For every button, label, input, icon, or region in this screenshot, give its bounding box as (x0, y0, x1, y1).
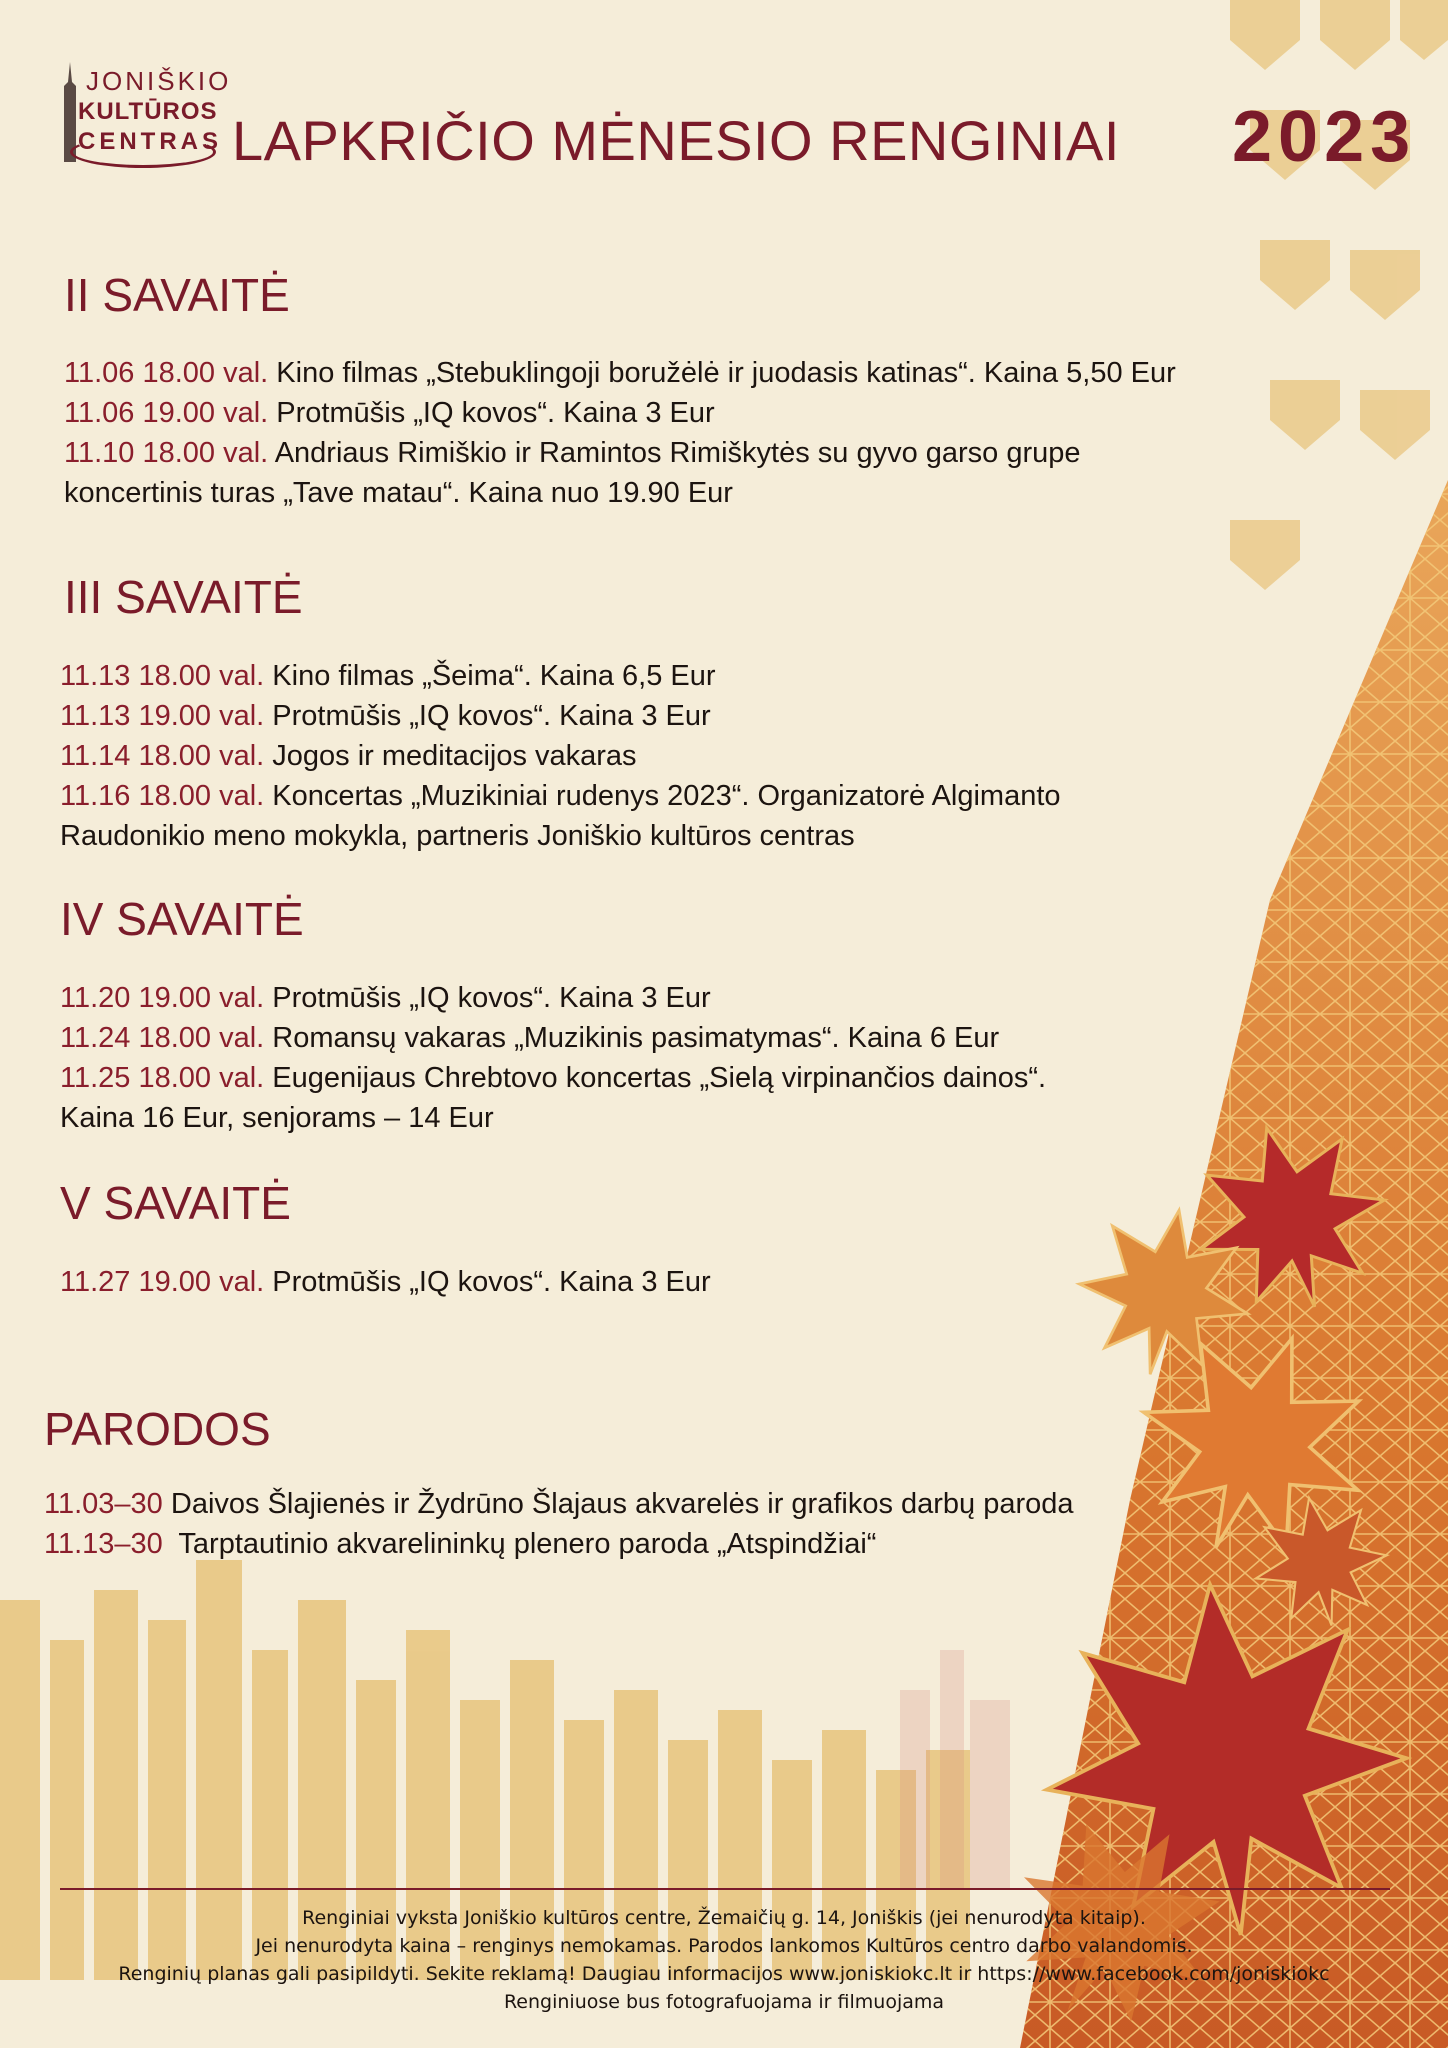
event-text: Jogos ir meditacijos vakaras (272, 740, 637, 772)
event-text: Koncertas „Muzikiniai rudenys 2023“. Organizatorė Algimanto (272, 780, 1061, 812)
event-text: Kaina 16 Eur, senjorams – 14 Eur (60, 1102, 494, 1134)
event-text: koncertinis turas „Tave matau“. Kaina nuo 19.90 Eur (64, 477, 733, 509)
logo-swoosh (70, 136, 216, 168)
exhibition-line (44, 1524, 876, 1564)
logo-line-2: KULTŪROS (78, 98, 218, 125)
event-line (64, 393, 715, 433)
event-line (60, 696, 711, 736)
event-line (60, 776, 1061, 816)
footer-line: Renginių planas gali pasipildyti. Sekite reklamą! Daugiau informacijos www.joniskiokc.lt ir https://www.facebook.com/joniskiokc (118, 1963, 1330, 1985)
week-4-heading: IV SAVAITĖ (60, 893, 304, 945)
event-text: Kino filmas „Stebuklingoji boružėlė ir juodasis katinas“. Kaina 5,50 Eur (276, 357, 1176, 389)
week-3-heading: III SAVAITĖ (64, 571, 303, 623)
event-date: 11.14 18.00 val. (60, 740, 265, 772)
event-text: Eugenijaus Chrebtovo koncertas „Sielą virpinančios dainos“. (272, 1062, 1047, 1094)
event-line (64, 353, 1176, 393)
event-line (60, 1262, 711, 1302)
footer-line: Renginiuose bus fotografuojama ir filmuojama (503, 1991, 945, 2013)
exhibition-date: 11.03–30 (44, 1488, 163, 1520)
cultural-centre-logo (56, 58, 232, 178)
page-title: LAPKRIČIO MĖNESIO RENGINIAI (232, 109, 1120, 172)
event-date: 11.20 19.00 val. (60, 982, 265, 1014)
event-line (60, 1018, 999, 1058)
event-text: Kino filmas „Šeima“. Kaina 6,5 Eur (272, 660, 716, 692)
event-date: 11.24 18.00 val. (60, 1022, 265, 1054)
event-line (60, 736, 637, 776)
exhibition-text: Tarptautinio akvarelininkų plenero paroda „Atspindžiai“ (178, 1528, 877, 1560)
event-line-continued (64, 473, 733, 513)
week-2-heading: II SAVAITĖ (64, 269, 290, 321)
event-text: Raudonikio meno mokykla, partneris Joniškio kultūros centras (60, 820, 855, 852)
event-line (60, 978, 711, 1018)
event-date: 11.16 18.00 val. (60, 780, 265, 812)
event-date: 11.27 19.00 val. (60, 1266, 265, 1298)
event-line-continued (60, 1098, 494, 1138)
event-text: Protmūšis „IQ kovos“. Kaina 3 Eur (272, 700, 711, 732)
event-date: 11.10 18.00 val. (64, 437, 269, 469)
event-date: 11.06 18.00 val. (64, 357, 269, 389)
exhibitions-heading: PARODOS (44, 1403, 271, 1455)
event-line (64, 433, 1081, 473)
exhibition-date: 11.13–30 (44, 1528, 163, 1560)
event-line (60, 1058, 1046, 1098)
event-text: Andriaus Rimiškio ir Ramintos Rimiškytės su gyvo garso grupe (274, 437, 1081, 469)
event-text: Protmūšis „IQ kovos“. Kaina 3 Eur (272, 1266, 711, 1298)
event-date: 11.06 19.00 val. (64, 397, 269, 429)
event-date: 11.13 18.00 val. (60, 660, 265, 692)
event-line-continued (60, 816, 855, 856)
week-5-heading: V SAVAITĖ (60, 1177, 291, 1229)
exhibition-text: Daivos Šlajienės ir Žydrūno Šlajaus akvarelės ir grafikos darbų paroda (170, 1488, 1074, 1520)
event-line (60, 656, 716, 696)
year-label: 2023 (1232, 97, 1417, 177)
event-date: 11.25 18.00 val. (60, 1062, 265, 1094)
logo-line-1: JONIŠKIO (86, 66, 232, 96)
event-date: 11.13 19.00 val. (60, 700, 265, 732)
event-text: Protmūšis „IQ kovos“. Kaina 3 Eur (276, 397, 715, 429)
event-text: Romansų vakaras „Muzikinis pasimatymas“. Kaina 6 Eur (272, 1022, 1000, 1054)
footer-line: Jei nenurodyta kaina – renginys nemokamas. Parodos lankomos Kultūros centro darbo valandomis. (255, 1935, 1193, 1957)
footer-line: Renginiai vyksta Joniškio kultūros centre, Žemaičių g. 14, Joniškis (jei nenurodyta kitaip). (302, 1907, 1146, 1929)
footer-divider (60, 1888, 1390, 1890)
logo-line-3: CENTRAS (78, 128, 223, 155)
footer-info (0, 1904, 1448, 2016)
exhibition-line (44, 1484, 1074, 1524)
event-text: Protmūšis „IQ kovos“. Kaina 3 Eur (272, 982, 711, 1014)
